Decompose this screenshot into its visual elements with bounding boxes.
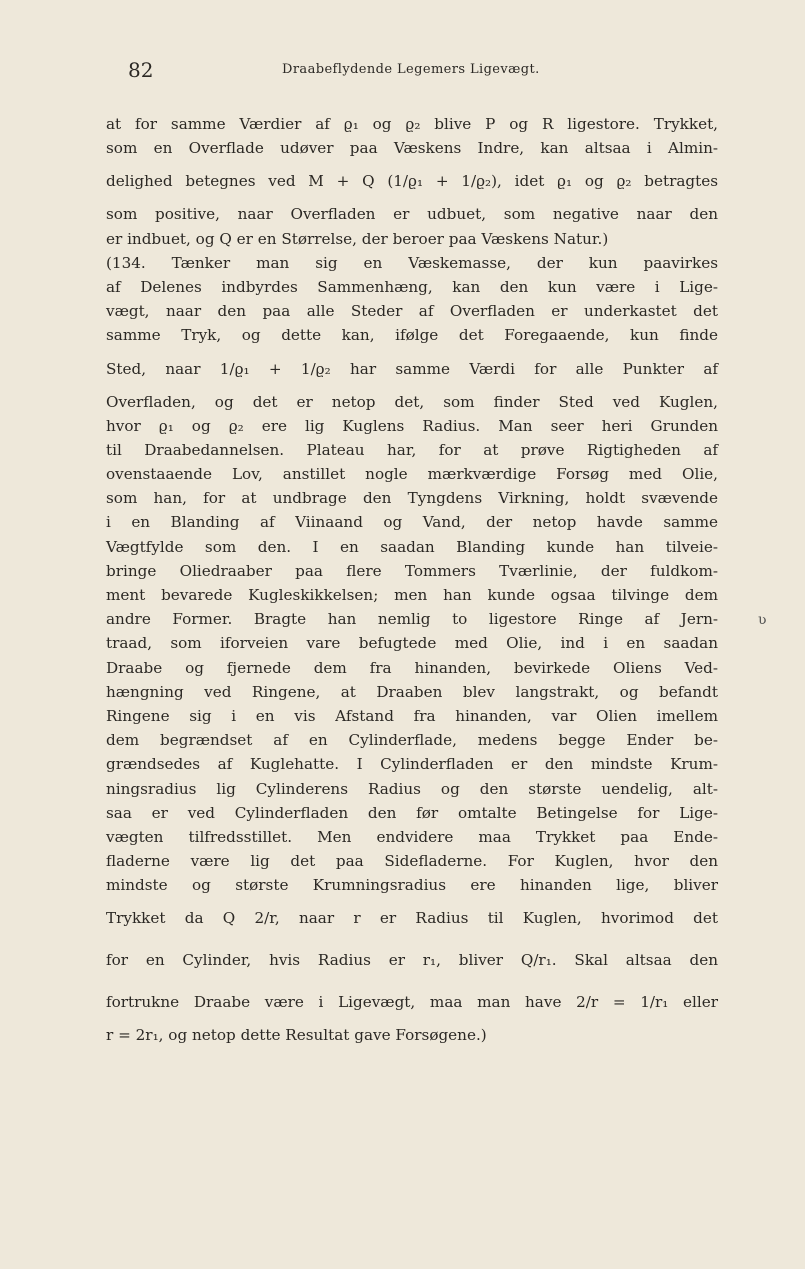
text-line: hvor ϱ₁ og ϱ₂ ere lig Kuglens Radius. Man seer heri Grunden [106, 416, 718, 435]
text-line: fortrukne Draabe være i Ligevægt, maa man have 2/r = 1/r₁ eller [106, 993, 718, 1012]
text-line: r = 2r₁, og netop dette Resultat gave Forsøgene.) [106, 1026, 487, 1045]
page-header [0, 58, 805, 84]
text-line: Trykket da Q 2/r, naar r er Radius til Kuglen, hvorimod det [106, 909, 718, 928]
text-line: Vægtfylde som den. I en saadan Blanding kunde han tilveie- [106, 537, 718, 556]
text-line: bringe Oliedraaber paa flere Tommers Tværlinie, der fuldkom- [106, 561, 718, 580]
text-line: traad, som iforveien vare befugtede med Olie, ind i en saadan [106, 634, 718, 653]
text-line: dem begrændset af en Cylinderflade, medens begge Ender be- [106, 731, 718, 750]
text-line: (134. Tænker man sig en Væskemasse, der kun paavirkes [106, 253, 718, 272]
text-line: vægten tilfredsstillet. Men endvidere maa Trykket paa Ende- [106, 827, 718, 846]
text-line: er indbuet, og Q er en Størrelse, der beroer paa Væskens Natur.) [106, 229, 609, 248]
body-text [106, 112, 718, 1048]
text-line: mindste og største Krumningsradius ere hinanden lige, bliver [106, 876, 718, 895]
text-line: Draabe og fjernede dem fra hinanden, bevirkede Oliens Ved- [106, 658, 718, 677]
text-line: samme Tryk, og dette kan, ifølge det Foregaaende, kun finde [106, 326, 718, 345]
text-line: som han, for at undbrage den Tyngdens Virkning, holdt svævende [106, 489, 718, 508]
text-line: Overfladen, og det er netop det, som finder Sted ved Kuglen, [106, 392, 718, 411]
text-line: at for samme Værdier af ϱ₁ og ϱ₂ blive P og R ligestore. Trykket, [106, 115, 718, 133]
text-line: saa er ved Cylinderfladen den før omtalte Betingelse for Lige- [106, 803, 718, 822]
text-line: Ringene sig i en vis Afstand fra hinanden, var Olien imellem [106, 706, 718, 725]
text-line: som positive, naar Overfladen er udbuet, som negative naar den [106, 205, 718, 224]
text-line: Sted, naar 1/ϱ₁ + 1/ϱ₂ har samme Værdi for alle Punkter af [106, 359, 718, 378]
text-line: fladerne være lig det paa Sidefladerne. For Kuglen, hvor den [106, 852, 718, 871]
text-line: ovenstaaende Lov, anstillet nogle mærkværdige Forsøg med Olie, [106, 465, 718, 484]
text-line: delighed betegnes ved M + Q (1/ϱ₁ + 1/ϱ₂), idet ϱ₁ og ϱ₂ betragtes [106, 172, 718, 191]
text-line: ningsradius lig Cylinderens Radius og den største uendelig, alt- [106, 779, 718, 798]
text-line: til Draabedannelsen. Plateau har, for at prøve Rigtigheden af [106, 440, 718, 459]
text-line: hængning ved Ringene, at Draaben blev langstrakt, og befandt [106, 682, 718, 701]
margin-annotation: ʋ [758, 612, 767, 628]
text-line: som en Overflade udøver paa Væskens Indre, kan altsaa i Almin- [106, 139, 718, 158]
text-line: i en Blanding af Viinaand og Vand, der netop havde samme [106, 513, 718, 532]
text-line: af Delenes indbyrdes Sammenhæng, kan den kun være i Lige- [106, 277, 718, 296]
text-line: vægt, naar den paa alle Steder af Overfladen er underkastet det [106, 302, 718, 321]
page-number: 82 [128, 58, 154, 82]
running-head: Draabeflydende Legemers Ligevægt. [282, 62, 540, 77]
text-line: ment bevarede Kugleskikkelsen; men han kunde ogsaa tilvinge dem [106, 586, 718, 604]
text-line: andre Former. Bragte han nemlig to ligestore Ringe af Jern- [106, 610, 718, 629]
text-line: for en Cylinder, hvis Radius er r₁, bliver Q/r₁. Skal altsaa den [106, 951, 718, 970]
text-line: grændsedes af Kuglehatte. I Cylinderfladen er den mindste Krum- [106, 755, 718, 774]
